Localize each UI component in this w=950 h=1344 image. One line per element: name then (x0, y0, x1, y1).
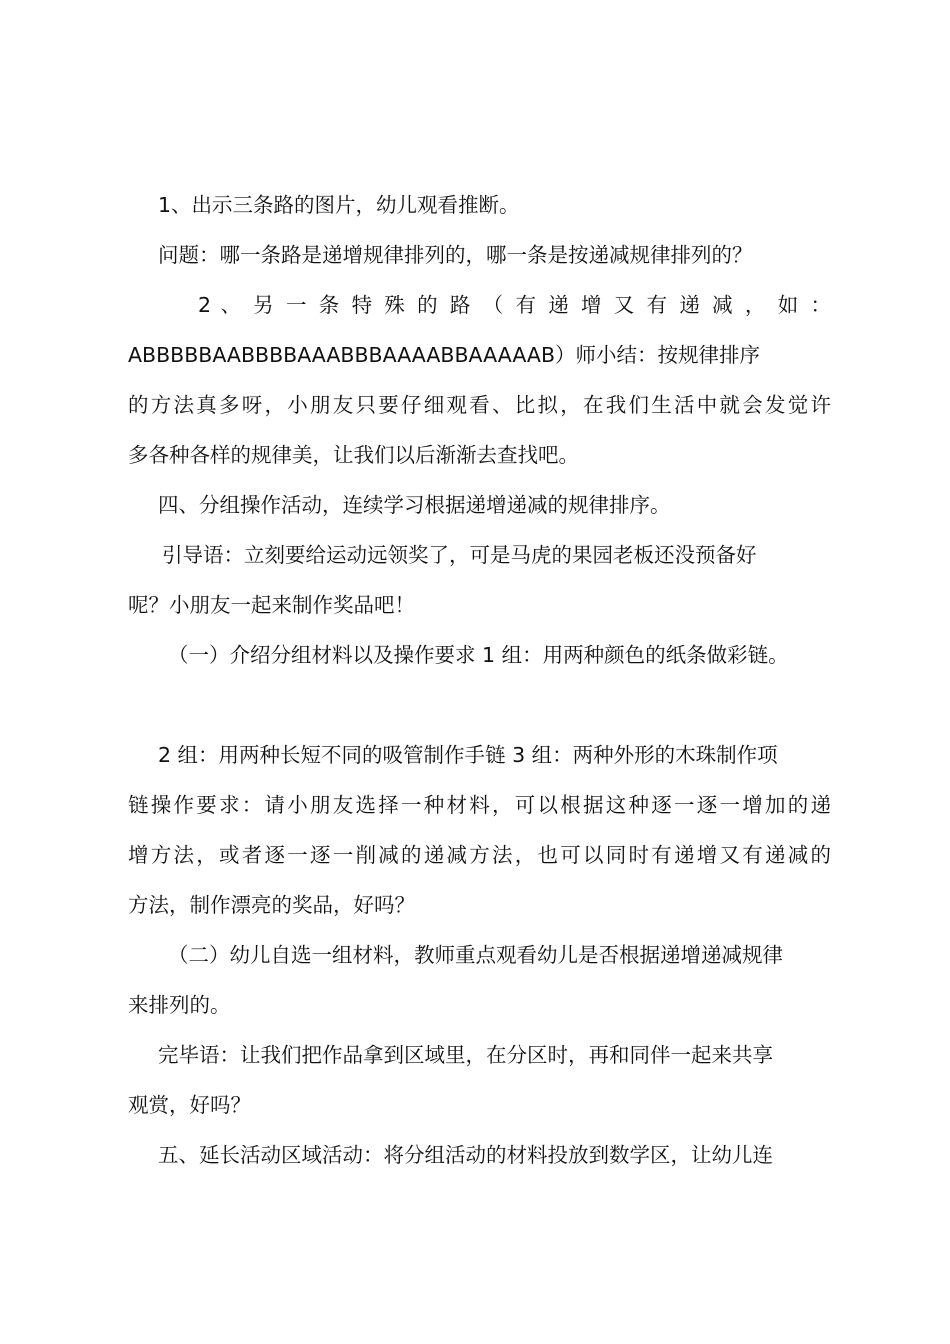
text-line-11: 2 组：用两种长短不同的吸管制作手链 3 组：两种外形的木珠制作项 (158, 743, 778, 767)
text-line-2: 问题：哪一条路是递增规律排列的，哪一条是按递减规律排列的？ (158, 243, 753, 267)
text-line-5: 的方法真多呀，小朋友只要仔细观看、比拟，在我们生活中就会发觉许 (128, 393, 831, 417)
text-line-14: 方法，制作漂亮的奖品，好吗？ (128, 893, 415, 917)
document-page (128, 180, 831, 1180)
text-line-1: 1、出示三条路的图片，幼儿观看推断。 (158, 193, 520, 217)
text-line-19: 五、延长活动区域活动：将分组活动的材料投放到数学区，让幼儿连 (158, 1143, 773, 1167)
text-line-17: 完毕语：让我们把作品拿到区域里，在分区时，再和同伴一起来共享 (158, 1043, 773, 1067)
text-line-4: ABBBBBAABBBBAAABBBAAAABBAAAAAB）师小结：按规律排序 (128, 343, 761, 367)
text-line-3: 2 、 另 一 条 特 殊 的 路 （ 有 递 增 又 有 递 减 ， 如 ： (198, 293, 831, 317)
text-line-12: 链操作要求：请小朋友选择一种材料，可以根据这种逐一逐一增加的递 (128, 793, 831, 817)
text-line-7: 四、分组操作活动，连续学习根据递增递减的规律排序。 (158, 493, 671, 517)
text-line-10: （一）介绍分组材料以及操作要求 1 组：用两种颜色的纸条做彩链。 (168, 643, 789, 667)
text-line-9: 呢？小朋友一起来制作奖品吧！ (128, 593, 415, 617)
paragraph-gap (128, 680, 831, 730)
text-line-16: 来排列的。 (128, 993, 231, 1017)
text-line-18: 观赏，好吗？ (128, 1093, 251, 1117)
text-line-13: 增方法，或者逐一逐一削减的递减方法，也可以同时有递增又有递减的 (128, 843, 831, 867)
text-line-8: 引导语：立刻要给运动远领奖了，可是马虎的果园老板还没预备好 (162, 543, 757, 567)
text-line-15: （二）幼儿自选一组材料，教师重点观看幼儿是否根据递增递减规律 (168, 943, 783, 967)
text-line-6: 多各种各样的规律美，让我们以后渐渐去查找吧。 (128, 443, 579, 467)
